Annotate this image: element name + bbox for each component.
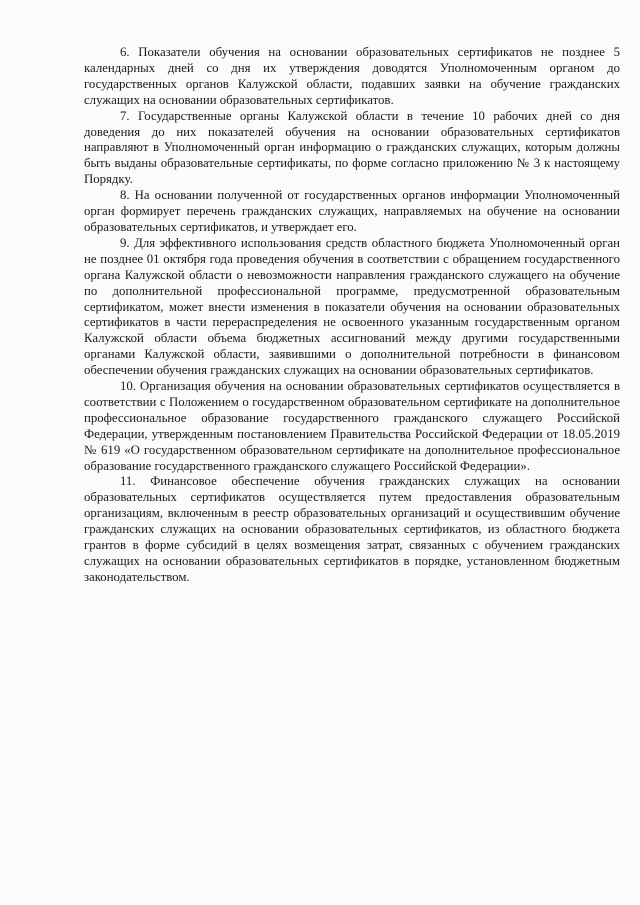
paragraph-9: 9. Для эффективного использования средств областного бюджета Уполномоченный орган не позднее 01 октября года проведения обучения в соответствии с обращением государственного органа Калужской области о невозможности направления гражданского служащего на обучение по дополнительной профессиональной программе, предусмотренной образовательным сертификатом, может внести изменения в показатели обучения на основании образовательных сертификатов в части перераспределения не освоенного указанным государственным органом Калужской области объема бюджетных ассигнований между другими государственными органами Калужской области, заявившими о дополнительной потребности в финансовом обеспечении обучения гражданских служащих на основании образовательных сертификатов. — [84, 235, 620, 378]
paragraph-11: 11. Финансовое обеспечение обучения гражданских служащих на основании образовательных сертификатов осуществляется путем предоставления образовательным организациям, включенным в реестр образовательных организаций и осуществившим обучение гражданских служащих на основании образовательных сертификатов, из областного бюджета грантов в форме субсидий в целях возмещения затрат, связанных с обучением гражданских служащих на основании образовательных сертификатов в порядке, установленном бюджетным законодательством. — [84, 474, 620, 584]
paragraph-7: 7. Государственные органы Калужской области в течение 10 рабочих дней со дня доведения до них показателей обучения на основании образовательных сертификатов направляют в Уполномоченный орган информацию о гражданских служащих, которым должны быть выданы образовательные сертификаты, по форме согласно приложению № 3 к настоящему Порядку. — [84, 108, 620, 187]
paragraph-6: 6. Показатели обучения на основании образовательных сертификатов не позднее 5 календарных дней со дня их утверждения доводятся Уполномоченным органом до государственных органов Калужской области, подавших заявки на обучение гражданских служащих на основании образовательных сертификатов. — [84, 45, 620, 107]
paragraph-10: 10. Организация обучения на основании образовательных сертификатов осуществляется в соответствии с Положением о государственном образовательном сертификате на дополнительное профессиональное образование государственного гражданского служащего Российской Федерации, утвержденным постановлением Правительства Российской Федерации от 18.05.2019 № 619 «О государственном образовательном сертификате на дополнительное профессиональное образование государственного гражданского служащего Российской Федерации». — [84, 379, 620, 473]
paragraph-8: 8. На основании полученной от государственных органов информации Уполномоченный орган формирует перечень гражданских служащих, направляемых на обучение на основании образовательных сертификатов, и утверждает его. — [84, 188, 620, 234]
document-body — [84, 45, 620, 586]
